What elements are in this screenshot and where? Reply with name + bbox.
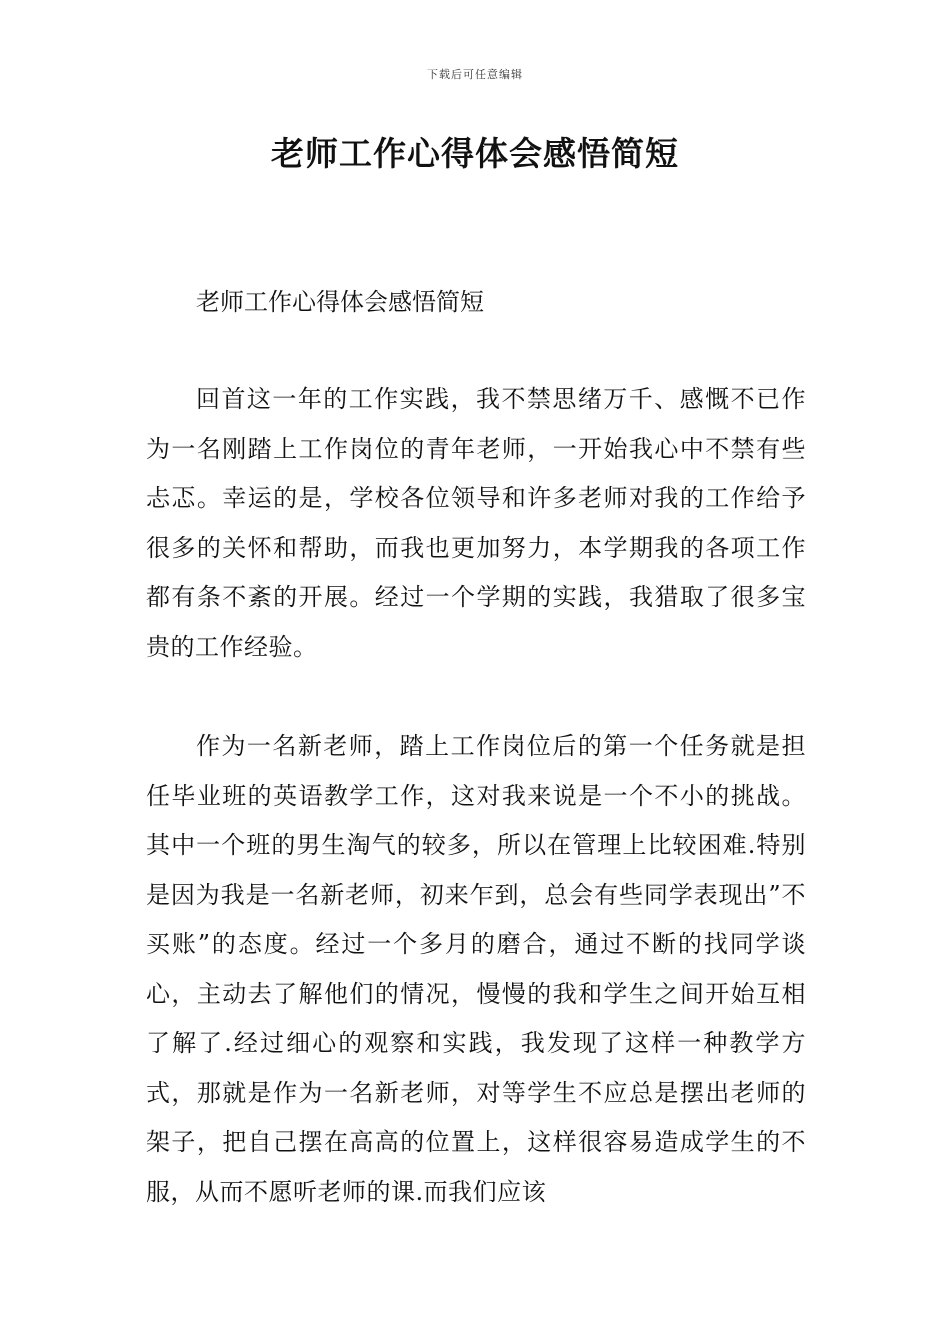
document-subtitle: 老师工作心得体会感悟简短 <box>196 288 484 316</box>
document-title: 老师工作心得体会感悟简短 <box>271 134 679 173</box>
header-note: 下载后可任意编辑 <box>427 68 523 81</box>
paragraph: 作为一名新老师，踏上工作岗位后的第一个任务就是担任毕业班的英语教学工作，这对我来说是一个不小的挑战。其中一个班的男生淘气的较多，所以在管理上比较困难.特别是因为我是一名新老师，初来乍到，总会有些同学表现出”不买账”的态度。经过一个多月的磨合，通过不断的找同学谈心，主动去了解他们的情况，慢慢的我和学生之间开始互相了解了.经过细心的观察和实践，我发现了这样一种教学方式，那就是作为一名新老师，对等学生不应总是摆出老师的架子，把自己摆在高高的位置上，这样很容易造成学生的不服，从而不愿听老师的课.而我们应该 <box>146 732 806 1206</box>
paragraph: 回首这一年的工作实践，我不禁思绪万千、感慨不已作为一名刚踏上工作岗位的青年老师，一开始我心中不禁有些忐忑。幸运的是，学校各位领导和许多老师对我的工作给予很多的关怀和帮助，而我也更加努力，本学期我的各项工作都有条不紊的开展。经过一个学期的实践，我猎取了很多宝贵的工作经验。 <box>146 385 806 661</box>
